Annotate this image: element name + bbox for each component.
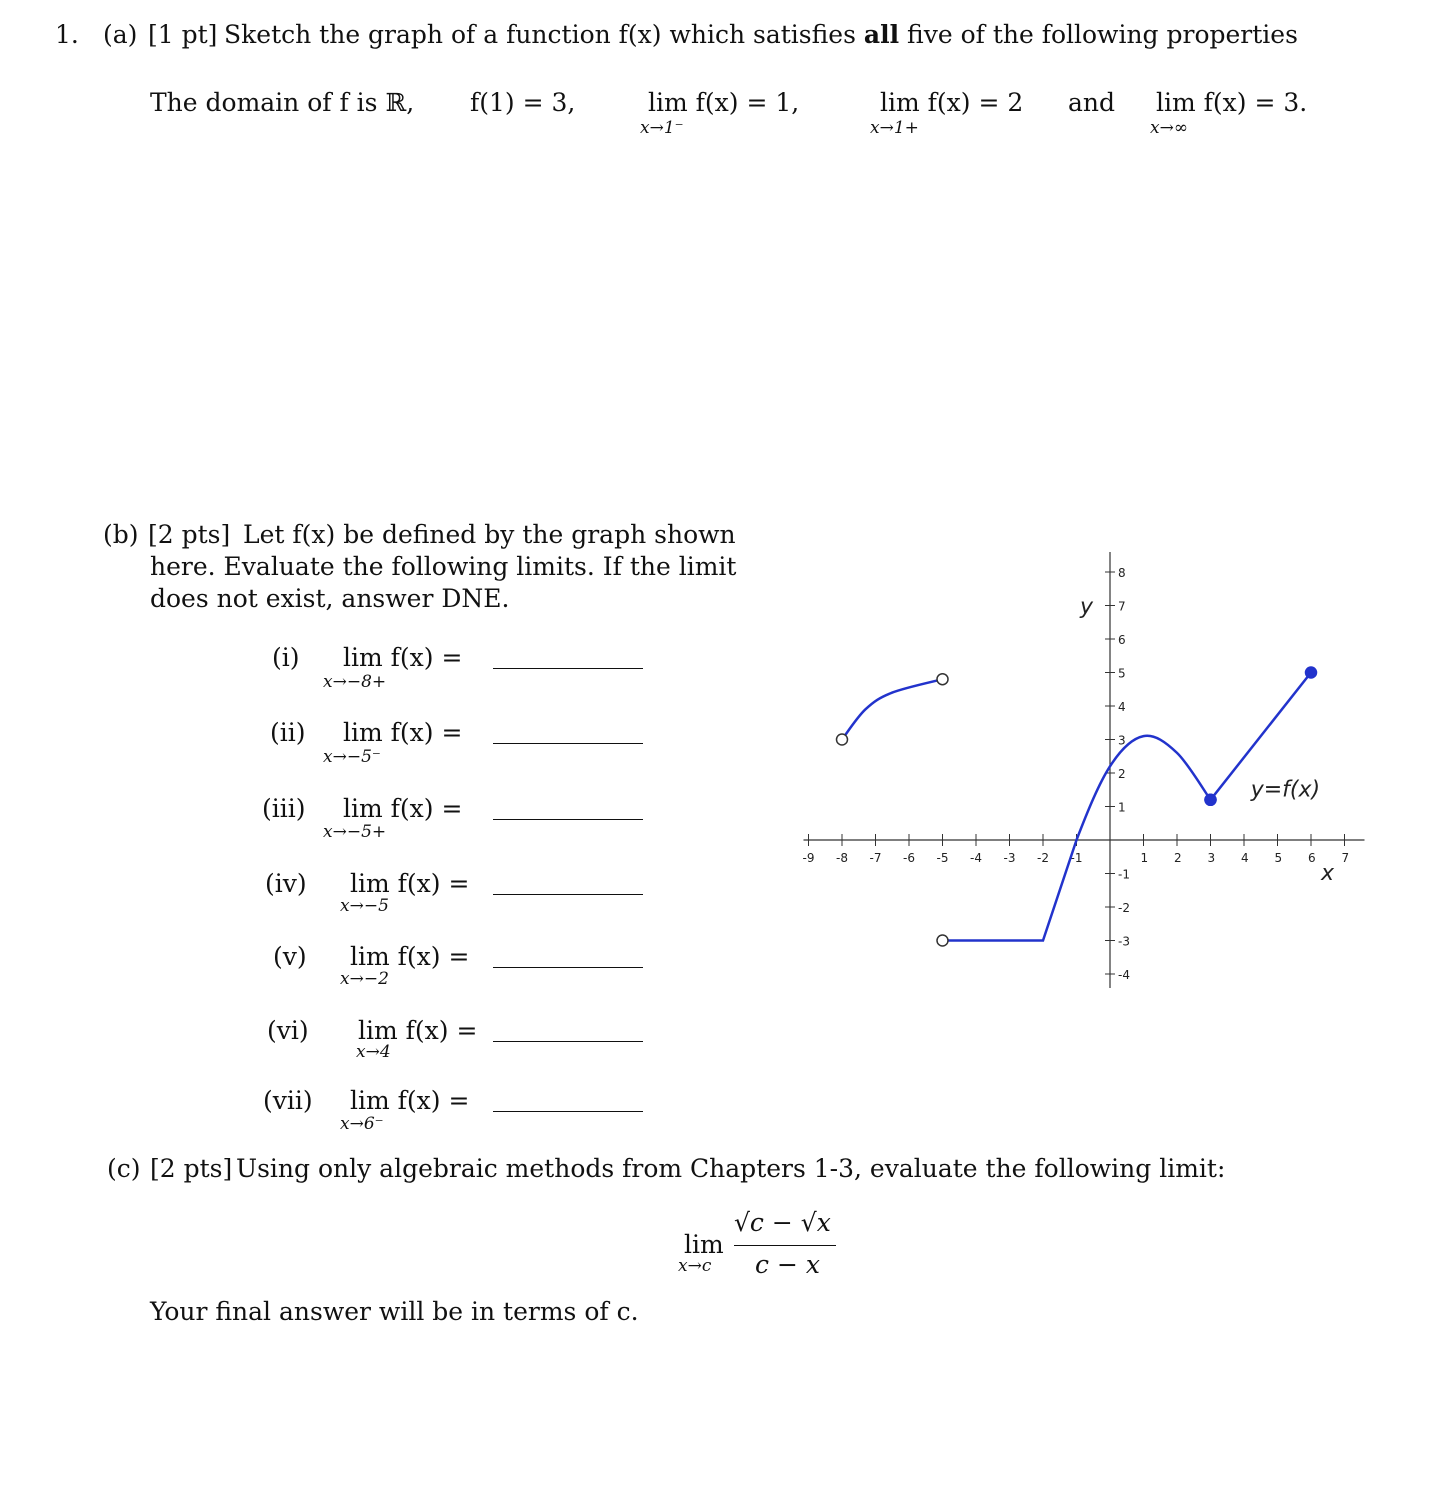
item-iii-num: (iii) bbox=[262, 794, 306, 823]
part-c-note: Your final answer will be in terms of c. bbox=[150, 1297, 639, 1326]
answer-blank-i[interactable] bbox=[493, 668, 643, 669]
y-tick-label: 8 bbox=[1118, 566, 1126, 580]
open-point bbox=[937, 935, 948, 946]
answer-blank-vi[interactable] bbox=[493, 1041, 643, 1042]
curve-piece2 bbox=[943, 733, 1211, 941]
property-infinity-limit: lim f(x) = 3. bbox=[1156, 88, 1308, 117]
x-tick-label: 4 bbox=[1241, 851, 1249, 865]
part-a-prompt: Sketch the graph of a function f(x) which satisfies all five of the following properties bbox=[224, 20, 1298, 49]
x-tick-label: -8 bbox=[836, 851, 848, 865]
answer-blank-iv[interactable] bbox=[493, 894, 643, 895]
item-iii-sub: x→−5+ bbox=[323, 822, 387, 842]
property-and: and bbox=[1068, 88, 1116, 117]
x-tick-label: -3 bbox=[1003, 851, 1016, 865]
y-tick-label: 4 bbox=[1118, 700, 1126, 714]
y-tick-label: 5 bbox=[1118, 666, 1126, 681]
y-tick-label: -3 bbox=[1118, 934, 1130, 949]
part-a-label: (a) bbox=[103, 20, 138, 49]
part-c-lim-sub: x→c bbox=[678, 1256, 712, 1276]
x-tick-label: 1 bbox=[1140, 851, 1149, 865]
property-left-limit-sub: x→1⁻ bbox=[640, 118, 684, 138]
x-tick-label: -7 bbox=[869, 851, 882, 865]
part-b-prompt-line1: Let f(x) be defined by the graph shown bbox=[243, 520, 736, 549]
item-v-num: (v) bbox=[273, 942, 307, 971]
item-vi-num: (vi) bbox=[267, 1016, 309, 1045]
y-axis-label: y bbox=[1080, 594, 1094, 620]
item-ii-lim: lim f(x) = bbox=[343, 718, 463, 747]
x-tick-label: 2 bbox=[1174, 851, 1182, 865]
answer-blank-v[interactable] bbox=[493, 967, 643, 968]
item-vi-sub: x→4 bbox=[356, 1042, 391, 1062]
item-v-sub: x→−2 bbox=[340, 969, 389, 989]
item-ii-sub: x→−5⁻ bbox=[323, 747, 381, 767]
x-tick-label: -5 bbox=[936, 851, 949, 865]
property-infinity-limit-sub: x→∞ bbox=[1150, 118, 1188, 138]
part-a-points: [1 pt] bbox=[148, 20, 218, 49]
y-tick-label: 7 bbox=[1118, 599, 1126, 614]
part-c-lim: lim bbox=[684, 1230, 724, 1259]
x-tick-label: 7 bbox=[1341, 851, 1350, 865]
x-tick-label: 6 bbox=[1308, 851, 1316, 865]
curve-label: y=f(x) bbox=[1250, 777, 1321, 803]
answer-blank-ii[interactable] bbox=[493, 743, 643, 744]
property-right-limit: lim f(x) = 2 bbox=[880, 88, 1024, 117]
part-b-prompt-line3: does not exist, answer DNE. bbox=[150, 584, 510, 613]
part-b-label: (b) bbox=[103, 520, 139, 549]
y-tick-label: 1 bbox=[1118, 800, 1126, 815]
x-tick-label: 5 bbox=[1274, 851, 1283, 865]
x-tick-label: -2 bbox=[1037, 851, 1049, 865]
x-tick-label: -4 bbox=[970, 851, 982, 865]
answer-blank-iii[interactable] bbox=[493, 819, 643, 820]
item-i-num: (i) bbox=[272, 643, 300, 672]
property-f1: f(1) = 3, bbox=[470, 88, 576, 117]
property-right-limit-sub: x→1+ bbox=[870, 118, 919, 138]
property-left-limit: lim f(x) = 1, bbox=[648, 88, 800, 117]
function-graph bbox=[800, 540, 1370, 1000]
item-iv-sub: x→−5 bbox=[340, 896, 389, 916]
y-tick-label: 3 bbox=[1118, 733, 1126, 748]
item-i-sub: x→−8+ bbox=[323, 672, 387, 692]
y-tick-label: -1 bbox=[1118, 867, 1130, 882]
part-c-points: [2 pts] bbox=[150, 1154, 233, 1183]
part-c-numerator: √c − √x bbox=[734, 1208, 831, 1237]
x-tick-label: 3 bbox=[1207, 851, 1216, 865]
closed-point bbox=[1205, 794, 1216, 805]
item-ii-num: (ii) bbox=[270, 718, 306, 747]
x-tick-label: -1 bbox=[1070, 851, 1083, 865]
answer-blank-vii[interactable] bbox=[493, 1111, 643, 1112]
item-iii-lim: lim f(x) = bbox=[343, 794, 463, 823]
graph-svg bbox=[800, 540, 1370, 1000]
item-vii-sub: x→6⁻ bbox=[340, 1114, 384, 1134]
y-tick-label: 6 bbox=[1118, 633, 1126, 647]
x-tick-label: -6 bbox=[903, 851, 915, 865]
part-c-label: (c) bbox=[107, 1154, 141, 1183]
part-b-points: [2 pts] bbox=[148, 520, 231, 549]
part-b-prompt-line2: here. Evaluate the following limits. If the limit bbox=[150, 552, 737, 581]
open-point bbox=[837, 734, 848, 745]
item-i-lim: lim f(x) = bbox=[343, 643, 463, 672]
x-axis-label: x bbox=[1321, 861, 1335, 886]
part-c-fraction-bar bbox=[734, 1245, 836, 1246]
part-c-prompt: Using only algebraic methods from Chapters 1-3, evaluate the following limit: bbox=[236, 1154, 1226, 1183]
y-tick-label: 2 bbox=[1118, 767, 1126, 781]
open-point bbox=[937, 674, 948, 685]
part-c-denominator: c − x bbox=[755, 1250, 820, 1279]
item-vii-num: (vii) bbox=[263, 1086, 313, 1115]
y-tick-label: -4 bbox=[1118, 968, 1130, 982]
closed-point bbox=[1306, 667, 1317, 678]
item-iv-num: (iv) bbox=[265, 869, 307, 898]
item-vii-lim: lim f(x) = bbox=[350, 1086, 470, 1115]
x-tick-label: -9 bbox=[802, 851, 815, 865]
y-tick-label: -2 bbox=[1118, 901, 1130, 915]
item-vi-lim: lim f(x) = bbox=[358, 1016, 478, 1045]
curve-piece1 bbox=[842, 679, 943, 739]
problem-number: 1. bbox=[55, 20, 79, 49]
property-domain: The domain of f is ℝ, bbox=[150, 88, 415, 117]
item-v-lim: lim f(x) = bbox=[350, 942, 470, 971]
item-iv-lim: lim f(x) = bbox=[350, 869, 470, 898]
